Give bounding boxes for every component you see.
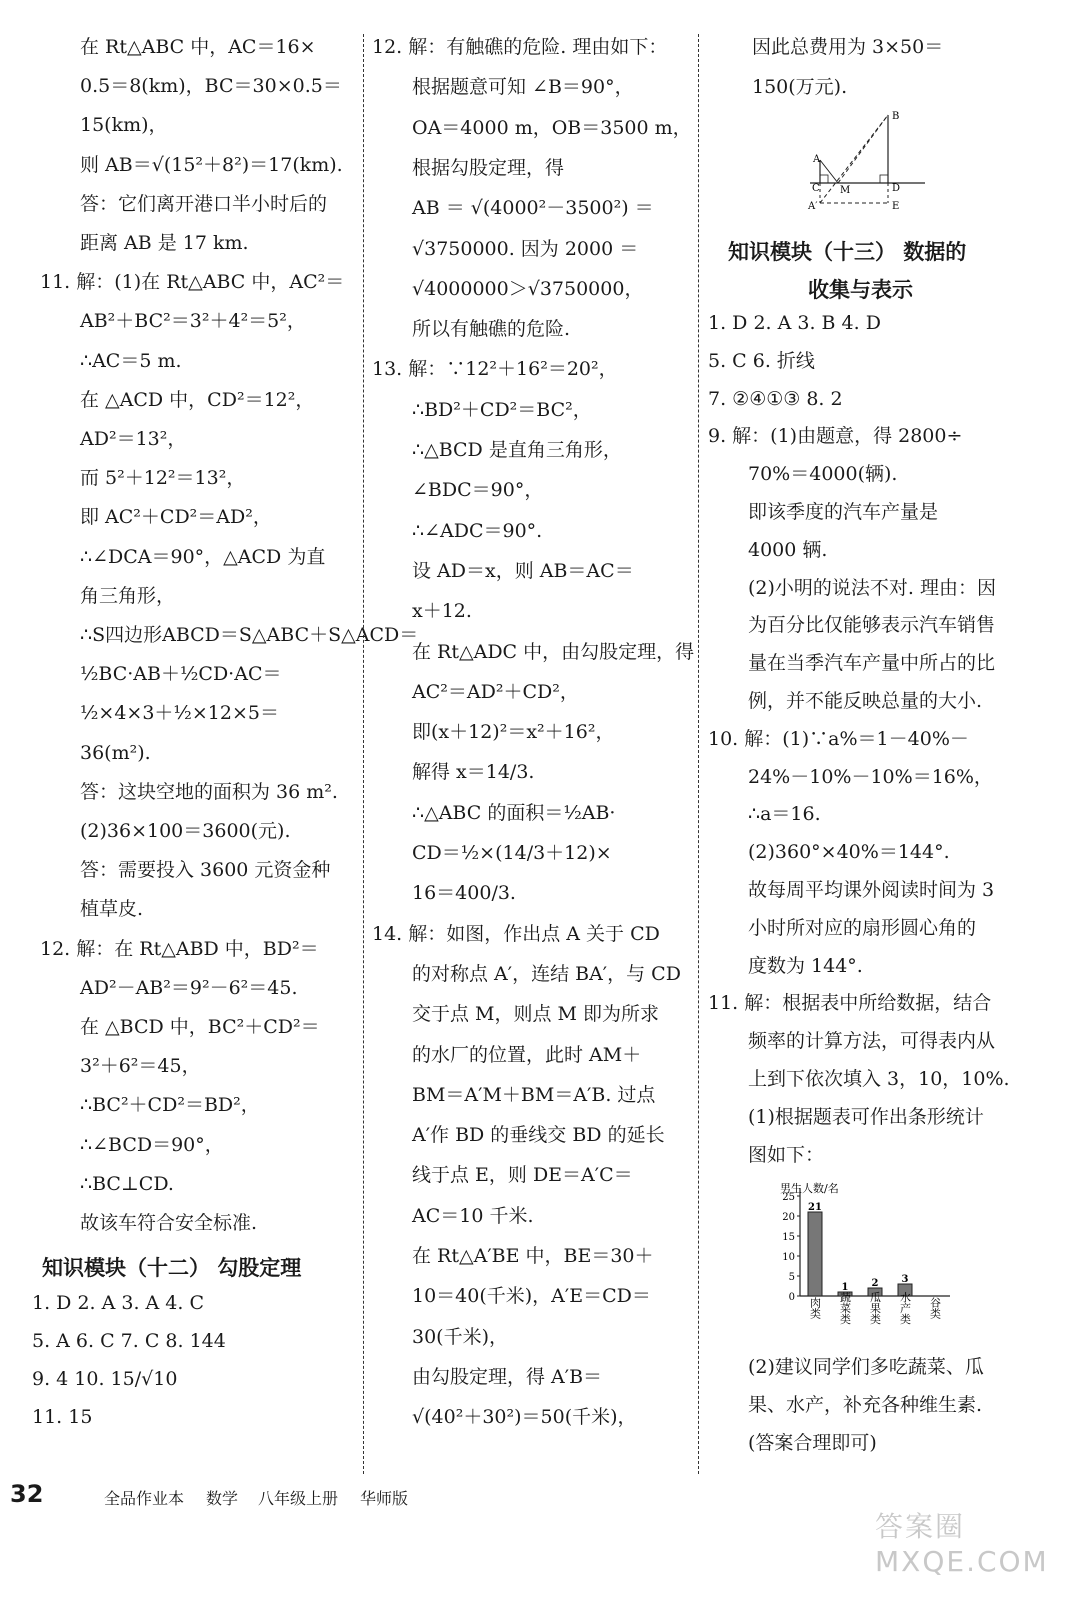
text-line: (2)360°×40%＝144°. (748, 841, 950, 864)
text-line: 1. D 2. A 3. B 4. D (708, 312, 881, 334)
data-label: 3 (901, 1274, 909, 1285)
text-line: 答：这块空地的面积为 36 m². (80, 780, 338, 803)
text-line: 12. 解：在 Rt△ABD 中，BD²＝ (40, 937, 319, 960)
text-line: ∴BC⊥CD. (80, 1172, 174, 1195)
label-C: C (812, 183, 820, 194)
text-line: 频率的计算方法，可得表内从 (748, 1030, 996, 1053)
text-line: 交于点 M，则点 M 即为所求 (412, 1003, 660, 1026)
text-line: AB ＝ √(4000²－3500²) ＝ (412, 197, 654, 220)
watermark: 答案圈 MXQE.COM (875, 1510, 1049, 1578)
text-line: 9. 4 10. 15/√10 (32, 1368, 178, 1390)
grade: 八年级上册 (258, 1489, 339, 1508)
text-line: 7. ②④①③ 8. 2 (708, 387, 843, 410)
text-line: 即该季度的汽车产量是 (748, 501, 939, 523)
text-line: ∴S四边形ABCD＝S△ABC＋S△ACD＝ (80, 624, 419, 646)
label-A: A (813, 154, 821, 165)
text-line: (2)小明的说法不对. 理由：因 (748, 576, 996, 599)
text-line: ∴BC²＋CD²＝BD²， (80, 1094, 260, 1117)
text-line: 30(千米)， (412, 1325, 509, 1348)
label-B: B (892, 111, 900, 122)
text-line: 例，并不能反映总量的大小. (748, 690, 983, 712)
text-line: 上到下依次填入 3，10，10%. (748, 1068, 1010, 1090)
text-line: ∴△ABC 的面积＝½AB· (412, 801, 616, 824)
column-separator (363, 34, 364, 1474)
text-line: (2)36×100＝3600(元). (80, 820, 291, 842)
text-line: 14. 解：如图，作出点 A 关于 CD (372, 922, 660, 945)
text-line: 10＝40(千米)，A′E＝CD＝ (412, 1285, 651, 1308)
text-line: 为百分比仅能够表示汽车销售 (748, 614, 996, 637)
column-separator (698, 34, 699, 1474)
text-line: 由勾股定理，得 A′B＝ (412, 1365, 603, 1388)
text-line: 答：它们离开港口半小时后的 (80, 192, 328, 215)
text-line: 15(km)， (80, 114, 168, 137)
text-line: 的对称点 A′，连结 BA′，与 CD (412, 962, 681, 985)
text-line: ∠BDC＝90°， (412, 479, 544, 502)
text-line: 角三角形， (80, 584, 176, 607)
text-line: 故该车符合安全标准. (80, 1212, 258, 1234)
bar (808, 1212, 822, 1296)
y-tick-label: 0 (788, 1292, 795, 1303)
text-line: OA＝4000 m，OB＝3500 m， (412, 116, 692, 139)
text-line: 5. A 6. C 7. C 8. 144 (32, 1330, 226, 1352)
text-line: 线于点 E，则 DE＝A′C＝ (412, 1164, 633, 1187)
section-heading: 知识模块（十三） 数据的 (728, 240, 967, 264)
text-line: AC²＝AD²＋CD²， (412, 680, 579, 703)
text-line: 4000 辆. (748, 538, 828, 561)
category-label: 谷类 (928, 1297, 942, 1319)
text-line: (2)建议同学们多吃蔬菜、瓜 (748, 1356, 984, 1378)
text-line: AD²＝13²， (80, 428, 187, 450)
subject: 数学 (206, 1489, 239, 1508)
text-line: 12. 解：有触礁的危险. 理由如下： (372, 36, 668, 58)
text-line: 即(x＋12)²＝x²＋16²， (412, 721, 615, 744)
text-line: 0.5＝8(km)，BC＝30×0.5＝ (80, 75, 342, 98)
text-line: 而 5²＋12²＝13²， (80, 467, 246, 490)
text-line: 在 Rt△ADC 中，由勾股定理，得 (412, 640, 695, 663)
text-line: 13. 解：∵12²＋16²＝20²， (372, 358, 618, 381)
text-line: 解得 x＝14/3. (412, 761, 535, 784)
category-label: 蔬菜类 (838, 1291, 852, 1325)
text-line: 量在当季汽车产量中所占的比 (748, 652, 996, 675)
text-line: ∴∠ADC＝90°. (412, 519, 543, 542)
text-line: ∴△BCD 是直角三角形， (412, 439, 622, 461)
category-label: 水产类 (898, 1291, 912, 1325)
text-line: 9. 解：(1)由题意，得 2800÷ (708, 425, 963, 448)
geometry-figure (800, 105, 930, 215)
text-line: √(40²＋30²)＝50(千米)， (412, 1406, 637, 1429)
text-line: AB²＋BC²＝3²＋4²＝5²， (80, 310, 306, 333)
text-line: 在 Rt△A′BE 中，BE＝30＋ (412, 1245, 654, 1267)
text-line: 根据勾股定理，得 (412, 156, 565, 179)
text-line: 故每周平均课外阅读时间为 3 (748, 879, 995, 901)
y-tick-label: 5 (788, 1272, 795, 1283)
text-line: A′作 BD 的垂线交 BD 的延长 (412, 1124, 665, 1147)
text-line: 70%＝4000(辆). (748, 463, 898, 486)
text-line: 24%－10%－10%＝16%， (748, 765, 993, 788)
text-line: 即 AC²＋CD²＝AD²， (80, 506, 272, 529)
text-line: 3²＋6²＝45， (80, 1055, 201, 1078)
text-line: 11. 15 (32, 1406, 93, 1428)
text-line: ∴∠BCD＝90°， (80, 1133, 224, 1156)
page-number: 32 (10, 1480, 44, 1508)
text-line: 设 AD＝x，则 AB＝AC＝ (412, 559, 634, 582)
text-line: 则 AB＝√(15²＋8²)＝17(km). (80, 153, 343, 176)
y-tick-label: 10 (782, 1252, 795, 1263)
text-line: √4000000＞√3750000， (412, 277, 644, 300)
text-line: √3750000. 因为 2000 ＝ (412, 237, 639, 260)
label-A-prime: A′ (808, 201, 818, 212)
text-line: ½×4×3＋½×12×5＝ (80, 702, 279, 725)
edition: 华师版 (360, 1489, 409, 1508)
y-tick-label: 15 (782, 1232, 795, 1243)
text-line: ∴∠DCA＝90°，△ACD 为直 (80, 545, 326, 568)
text-line: 1. D 2. A 3. A 4. C (32, 1292, 205, 1314)
data-label: 1 (841, 1282, 849, 1293)
text-line: 16＝400/3. (412, 882, 516, 905)
text-line: 所以有触礁的危险. (412, 318, 571, 341)
text-line: x＋12. (412, 600, 472, 623)
category-label: 瓜果类 (868, 1291, 882, 1325)
category-label: 肉类 (808, 1297, 822, 1319)
y-tick-label: 25 (782, 1192, 795, 1203)
text-line: ∴a＝16. (748, 803, 821, 826)
text-line: 在 Rt△ABC 中，AC＝16× (80, 36, 316, 58)
data-label: 21 (808, 1202, 822, 1213)
section-heading: 收集与表示 (808, 278, 913, 302)
text-line: 在 △ACD 中，CD²＝12²， (80, 388, 315, 411)
text-line: 150(万元). (752, 76, 848, 98)
text-line: 11. 解：根据表中所给数据，结合 (708, 992, 992, 1015)
text-line: 植草皮. (80, 898, 144, 921)
text-line: 小时所对应的扇形圆心角的 (748, 916, 977, 939)
section-heading: 知识模块（十二） 勾股定理 (42, 1256, 302, 1280)
text-line: 果、水产，补充各种维生素. (748, 1394, 983, 1416)
text-line: 5. C 6. 折线 (708, 349, 815, 372)
bar-chart (772, 1180, 962, 1340)
data-label: 2 (871, 1278, 879, 1289)
text-line: 10. 解：(1)∵a%＝1－40%－ (708, 727, 969, 750)
label-D: D (892, 183, 901, 194)
text-line: 度数为 144°. (748, 954, 863, 977)
book-title: 全品作业本 (104, 1489, 185, 1508)
y-tick-label: 20 (782, 1212, 795, 1223)
text-line: 根据题意可知 ∠B＝90°， (412, 76, 634, 99)
label-E: E (892, 201, 900, 212)
text-line: 在 △BCD 中，BC²＋CD²＝ (80, 1016, 320, 1038)
text-line: ∴BD²＋CD²＝BC²， (412, 398, 592, 421)
label-M: M (840, 185, 851, 196)
text-line: BM＝A′M＋BM＝A′B. 过点 (412, 1083, 656, 1106)
text-line: (答案合理即可) (748, 1432, 877, 1454)
text-line: 36(m²). (80, 741, 151, 764)
text-line: ∴AC＝5 m. (80, 349, 182, 372)
text-line: AC＝10 千米. (412, 1204, 534, 1227)
text-line: 因此总费用为 3×50＝ (752, 36, 944, 58)
y-axis-label: 男生人数/名 (780, 1182, 839, 1195)
text-line: 距离 AB 是 17 km. (80, 232, 249, 254)
text-line: 答：需要投入 3600 元资金种 (80, 859, 331, 882)
text-line: 的水厂的位置，此时 AM＋ (412, 1043, 642, 1066)
text-line: (1)根据题表可作出条形统计 (748, 1105, 984, 1128)
text-line: 图如下： (748, 1143, 825, 1166)
text-line: 11. 解：(1)在 Rt△ABC 中，AC²＝ (40, 271, 345, 294)
text-line: CD＝½×(14/3＋12)× (412, 842, 612, 864)
text-line: ½BC·AB＋½CD·AC＝ (80, 663, 282, 686)
text-line: AD²－AB²＝9²－6²＝45. (80, 976, 298, 999)
